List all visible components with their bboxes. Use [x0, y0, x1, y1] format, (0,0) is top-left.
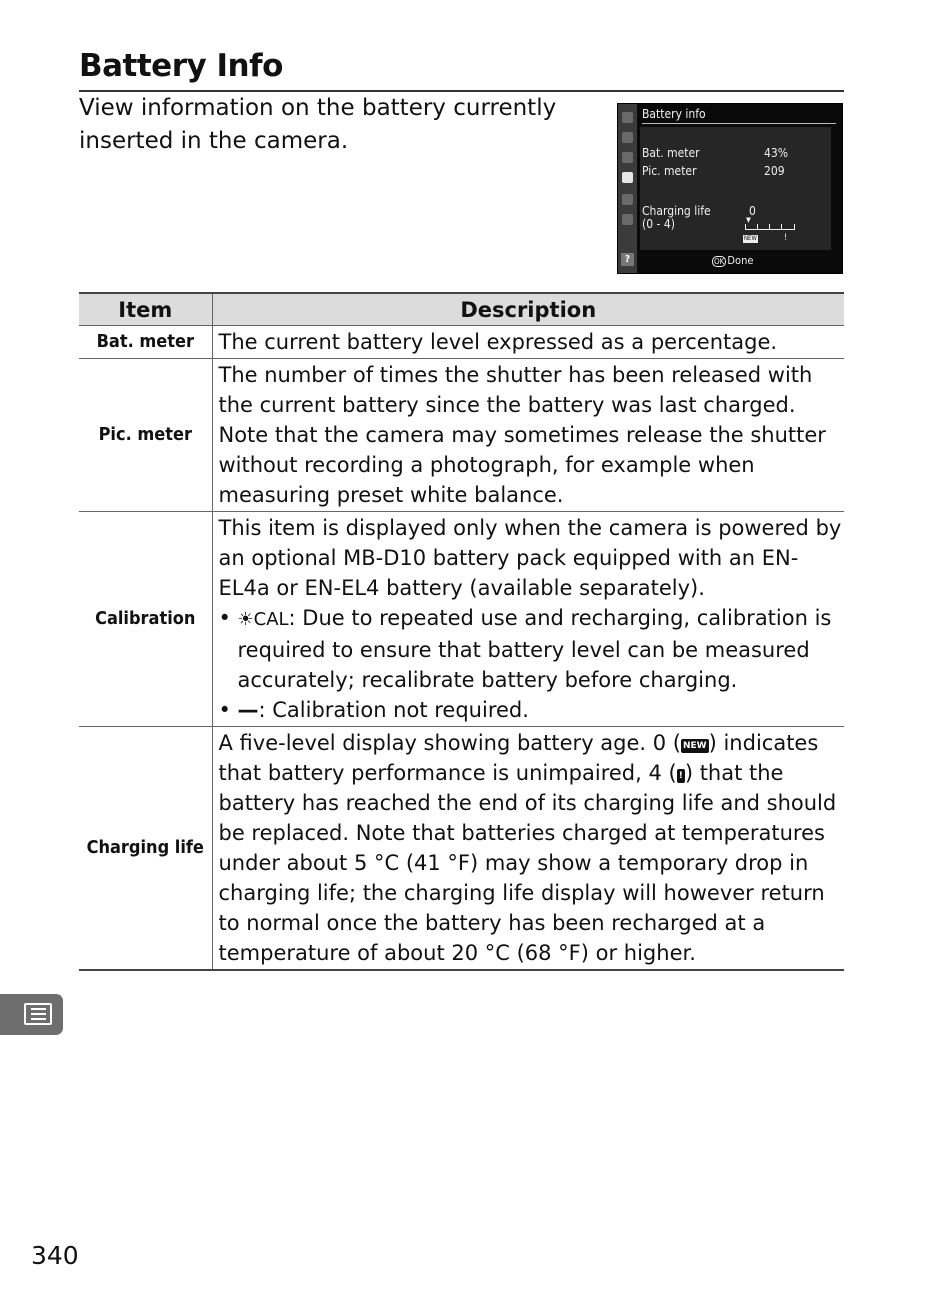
- list-item: [219, 695, 845, 725]
- scale-tick: [745, 224, 746, 230]
- charging-life-label: Charging life: [642, 204, 711, 218]
- charging-life-scale: [745, 216, 795, 232]
- row-item-pic-meter: Pic. meter: [79, 359, 212, 512]
- retouch-menu-icon: [622, 194, 633, 205]
- row-desc-pic-meter: The number of times the shutter has been released with the current battery since the battery was last charged. Note that the camera may sometimes release the shutter without recording a photograph, for example when measuring preset white balance.: [212, 359, 844, 512]
- scale-baseline: [745, 229, 795, 230]
- replace-battery-icon: !: [784, 233, 788, 243]
- bat-meter-value: 43%: [764, 146, 788, 160]
- help-icon: ?: [621, 253, 634, 266]
- ok-button-icon: OK: [714, 257, 725, 266]
- my-menu-icon: [622, 214, 633, 225]
- new-battery-icon: NEW: [744, 235, 757, 242]
- bullet-icon: •: [218, 606, 231, 630]
- charging-life-range: (0 - 4): [642, 217, 675, 231]
- battery-info-table: [79, 292, 844, 971]
- scale-tick: [781, 224, 782, 230]
- pic-meter-label: Pic. meter: [642, 164, 697, 178]
- bullet-text: —: Calibration not required.: [237, 698, 529, 722]
- bullet-icon: •: [218, 698, 231, 722]
- row-desc-charging-life: A five-level display showing battery age. 0 ( NEW) indicates that battery performance is unimpaired, 4 ( !) that the battery has reached the end of its charging life and should be replaced. Note that batteries charged at temperatures under about 5 °C (41 °F) may show a temporary drop in charging life; the charging life display will however return to normal once the battery has been recharged at a temperature of about 20 °C (68 °F) or higher.: [212, 727, 844, 971]
- shooting-menu-icon: [622, 132, 633, 143]
- table-header-row: [79, 293, 844, 326]
- bullet-text: ☀CAL: Due to repeated use and recharging, calibration is required to ensure that battery level can be measured accurately; recalibrate battery before charging.: [237, 606, 832, 692]
- menu-tab-strip: [618, 104, 637, 273]
- section-tab: [0, 994, 63, 1035]
- scale-pointer-icon: ▼: [746, 216, 751, 224]
- row-item-calibration: Calibration: [79, 512, 212, 727]
- playback-menu-icon: [622, 112, 633, 123]
- row-desc-bat-meter: The current battery level expressed as a percentage.: [212, 326, 844, 359]
- table-row: [79, 727, 844, 971]
- calibration-not-required-symbol: —: [237, 698, 259, 722]
- scale-tick: [769, 224, 770, 230]
- menu-list-icon: [24, 1003, 52, 1025]
- pic-meter-value: 209: [764, 164, 785, 178]
- intro-text: View information on the battery currently inserted in the camera.: [79, 95, 557, 154]
- page-number: 340: [31, 1241, 79, 1270]
- row-desc-calibration: [212, 512, 844, 727]
- camera-screen-illustration: [617, 103, 843, 274]
- page-title: Battery Info: [79, 48, 283, 84]
- scale-tick: [794, 224, 795, 230]
- calibration-intro: This item is displayed only when the camera is powered by an optional MB-D10 battery pack equipped with an EN-EL4a or EN-EL4 battery (available separately).: [218, 516, 842, 600]
- row-item-charging-life: Charging life: [79, 727, 212, 971]
- ok-done-hint: [712, 254, 753, 267]
- column-header-item: Item: [79, 293, 212, 326]
- setup-menu-icon: [622, 172, 633, 183]
- bat-meter-label: Bat. meter: [642, 146, 700, 160]
- list-item: [219, 603, 845, 695]
- column-header-description: Description: [212, 293, 844, 326]
- row-item-bat-meter: Bat. meter: [79, 326, 212, 359]
- scale-tick: [757, 224, 758, 230]
- charging-life-value: 0: [749, 204, 756, 218]
- table-row: [79, 359, 844, 512]
- new-battery-icon: NEW: [683, 741, 707, 751]
- screen-divider: [642, 123, 836, 124]
- table-row: [79, 326, 844, 359]
- done-label: Done: [727, 254, 754, 267]
- custom-settings-icon: [622, 152, 633, 163]
- calibration-needed-icon: ☀CAL: [237, 609, 289, 630]
- table-row: [79, 512, 844, 727]
- replace-battery-icon: !: [678, 771, 683, 781]
- screen-title: Battery info: [642, 107, 706, 121]
